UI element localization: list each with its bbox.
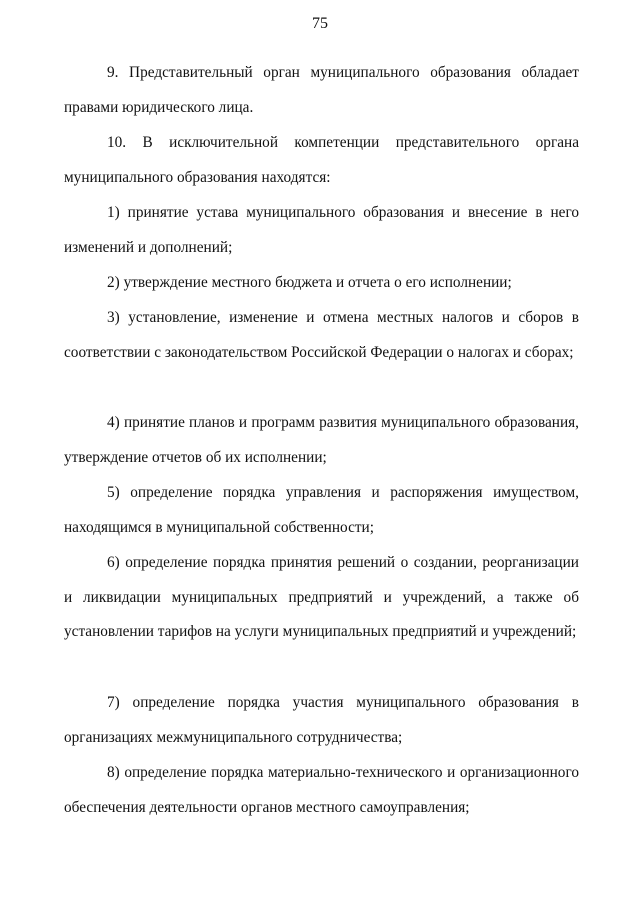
list-item-7: 7) определение порядка участия муниципального образования в организациях межмуниципального сотрудничества;	[64, 694, 579, 746]
list-item-2: 2) утверждение местного бюджета и отчета о его исполнении;	[107, 274, 512, 291]
list-item-5: 5) определение порядка управления и распоряжения имуществом, находящимся в муниципальной собственности;	[64, 484, 579, 536]
page-number: 75	[312, 15, 328, 32]
list-item-3: 3) установление, изменение и отмена местных налогов и сборов в соответствии с законодательством Российской Федерации о налогах и сборах;	[64, 309, 579, 361]
list-item-4: 4) принятие планов и программ развития муниципального образования, утверждение отчетов об их исполнении;	[64, 414, 579, 466]
list-item-8: 8) определение порядка материально-технического и организационного обеспечения деятельности органов местного самоуправления;	[64, 764, 579, 816]
list-item-1: 1) принятие устава муниципального образования и внесение в него изменений и дополнений;	[64, 204, 579, 256]
paragraph-10: 10. В исключительной компетенции представительного органа муниципального образования находятся:	[64, 134, 579, 186]
list-item-6: 6) определение порядка принятия решений о создании, реорганизации и ликвидации муниципальных предприятий и учреждений, а также об установлении тарифов на услуги муниципальных предприятий и учреждений;	[64, 554, 579, 640]
paragraph-9: 9. Представительный орган муниципального образования обладает правами юридического лица.	[64, 64, 579, 116]
